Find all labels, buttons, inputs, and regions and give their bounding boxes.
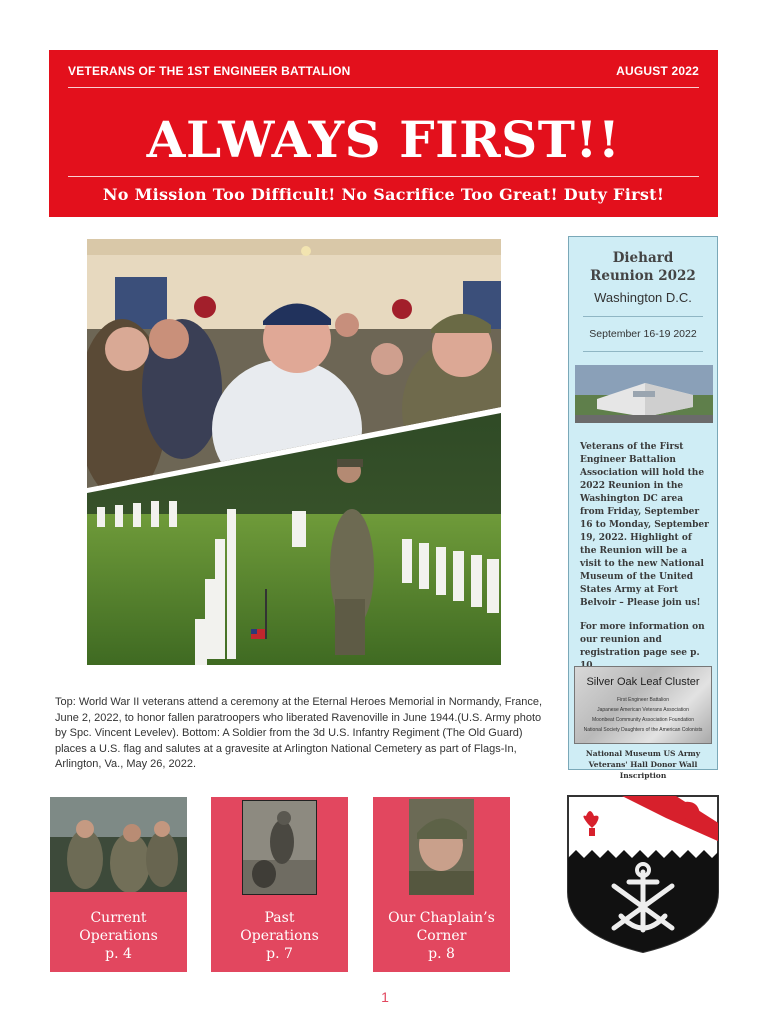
card-page-ref: p. 4 (105, 946, 132, 962)
card-title-line1: Past (264, 910, 295, 926)
card-title-line2: Operations (240, 928, 319, 944)
army-museum-photo (575, 365, 713, 423)
card-title-line2: Corner (416, 928, 467, 944)
card-chaplains-corner[interactable] (373, 797, 510, 972)
panel-divider (583, 316, 703, 317)
plaque-line: National Society Daughters of the American Colonists (583, 727, 703, 733)
photo-collage (87, 239, 501, 665)
issue-organization: VETERANS OF THE 1ST ENGINEER BATTALION (68, 64, 351, 78)
card-page-ref: p. 8 (428, 946, 455, 962)
plaque-title: Silver Oak Leaf Cluster (586, 676, 700, 688)
card-past-operations[interactable] (211, 797, 348, 972)
reunion-title (569, 249, 717, 285)
reunion-title-line1: Diehard (612, 250, 674, 266)
reunion-title-line2: Reunion 2022 (590, 268, 696, 284)
page-number: 1 (381, 989, 389, 1005)
card-title-line1: Current (90, 910, 147, 926)
card-title-line1: Our Chaplain’s (388, 910, 495, 926)
battalion-crest-icon (566, 794, 720, 954)
issue-date: AUGUST 2022 (616, 64, 699, 78)
card-label (373, 909, 510, 963)
card-page-ref: p. 7 (266, 946, 293, 962)
plaque-line: First Engineer Battalion (617, 697, 669, 703)
masthead (49, 50, 718, 217)
card-label (211, 909, 348, 963)
reunion-panel (568, 236, 718, 780)
masthead-rule-middle (68, 176, 699, 177)
reunion-description: Veterans of the First Engineer Battalion Association will hold the 2022 Reunion in the Washington DC area from Friday, September 16 to Monday, September 19, 2022. Highlight of the Reunion will be a visit to the new National Museum of the United States Army at Fort Belvoir – Please join us! (580, 442, 709, 608)
card-current-operations[interactable] (50, 797, 187, 972)
masthead-rule-top (68, 87, 699, 88)
panel-divider (583, 351, 703, 352)
newsletter-motto: No Mission Too Difficult! No Sacrifice Too Great! Duty First! (102, 185, 665, 204)
chaplain-photo (409, 799, 474, 895)
photo-caption: Top: World War II veterans attend a ceremony at the Eternal Heroes Memorial in Normandy, France, June 2, 2022, to honor fallen paratroopers who liberated Ravenoville in June 1944.(U.S. Army photo by Spc. Vincent Levelev). Bottom: A Soldier from the 3d U.S. Infantry Regiment (The Old Guard) places a U.S. flag and salutes at a gravesite at Arlington National Cemetery as part of Flags-In, Arlington, Va., May 26, 2022. (55, 696, 543, 770)
past-operations-photo (242, 800, 317, 895)
current-operations-photo (50, 797, 187, 892)
reunion-more-info: For more information on our reunion and registration page see p. (580, 622, 705, 658)
plaque-caption: National Museum US Army Veterans' Hall Donor Wall Inscription (585, 749, 701, 780)
plaque-line: Japanese American Veterans Association (597, 707, 689, 713)
plaque-line: Moonbeat Community Association Foundation (591, 717, 694, 723)
donor-wall-plaque (574, 666, 712, 744)
reunion-dates: September 16-19 2022 (589, 328, 697, 340)
reunion-location: Washington D.C. (594, 290, 692, 305)
card-title-line2: Operations (79, 928, 158, 944)
newsletter-title: ALWAYS FIRST!! (146, 110, 621, 169)
card-label (50, 909, 187, 963)
